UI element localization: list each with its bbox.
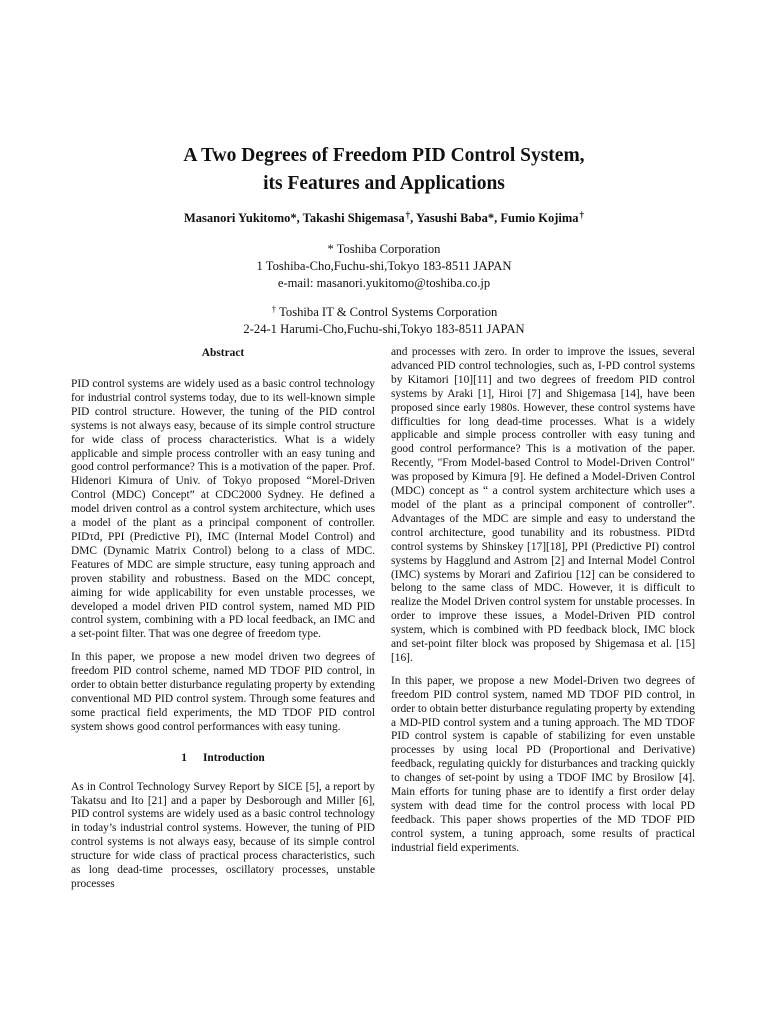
author-separator: , bbox=[410, 211, 416, 225]
section-title: Introduction bbox=[202, 751, 265, 764]
affiliation-address: 2-24-1 Harumi-Cho,Fuchu-shi,Tokyo 183-8511 JAPAN bbox=[243, 322, 525, 336]
right-column bbox=[391, 346, 695, 865]
author-mark: † bbox=[579, 210, 585, 220]
abstract-heading: Abstract bbox=[201, 347, 245, 359]
author-list bbox=[0, 210, 768, 226]
introduction-paragraph-3: In this paper, we propose a new Model-Driven two degrees of freedom PID control system, named MD TDOF PID control, in order to obtain better disturbance regulating property by extending a MD-PID control system and a tuning approach. The MD TDOF PID control system is capable of stabilizing for even unstable processes by using local PD (Proportional and Derivative) feedback, regulating quickly for disturbances and tracking quickly to changes of set-point by using a TDOF IMC by Brosilow [4]. Main efforts for tuning phase are to identify a first order delay system with dead time for the control process with local PD feedback. This paper shows properties of the MD TDOF PID control system, a tuning approach, some results of practical industrial field experiments. bbox=[391, 674, 695, 854]
author-name: Fumio Kojima bbox=[500, 211, 579, 225]
author-name: Masanori Yukitomo bbox=[183, 211, 291, 225]
left-column bbox=[71, 346, 375, 901]
author-separator: , bbox=[494, 211, 501, 225]
affiliation-name-line bbox=[0, 301, 768, 321]
introduction-paragraph-2: and processes with zero. In order to improve the issues, several advanced PID control technologies, such as, I-PD control systems by Kitamori [10][11] and two degrees of freedom PID control systems by Araki [1], Hiroi [7] and Shigemasa [14], have been proposed since early 1980s. However, these control systems have difficulties for long dead-time processes. What is a widely applicable and simple process controller with easy tuning and good control performance? This is a motivation of the paper. Recently, "From Model-based Control to Model-Driven Control" was proposed by Kimura [9]. He defined a Model-Driven Control (MDC) concept as “ a control system architecture which uses a model of the plant as a principal component of controller”. Advantages of the MDC are simple and easy to understand the control architecture, good tunability and its robustness. PIDτd control systems by Shinskey [17][18], PPI (Predictive PI) control systems by Hagglund and Astrom [2] and Internal Model Control (IMC) systems by Morari and Zafiriou [12] can be considered to belong to the same class of MDC. However, it is difficult to realize the Model Driven control system for unstable processes. In order to improve these issues, a Model-Driven PID control system, which is combined with PD feedback block, IMC block and set-point filter block was proposed by Shigemasa et al. [15][16]. bbox=[391, 346, 695, 664]
affiliation-name: Toshiba IT & Control Systems Corporation bbox=[279, 305, 498, 319]
paper-title-line-2: its Features and Applications bbox=[263, 173, 505, 194]
affiliation-mark: † bbox=[271, 304, 277, 314]
author-separator: , bbox=[296, 211, 303, 225]
introduction-paragraph-1: As in Control Technology Survey Report by SICE [5], a report by Takatsu and Ito [21] and a paper by Desborough and Miller [6], PID control systems are widely used as a basic control technology in today’s industrial control systems. However, the tuning of PID control systems is not always easy, because of its simple control structure for wide class of practical process characteristics, such as long dead-time processes, oscillatory processes, unstable processes bbox=[71, 780, 375, 890]
author-name: Takashi Shigemasa bbox=[302, 211, 405, 225]
affiliation-name: * Toshiba Corporation bbox=[327, 242, 441, 256]
section-number: 1 bbox=[181, 751, 187, 764]
paper-title-line-1: A Two Degrees of Freedom PID Control System, bbox=[183, 145, 585, 166]
author-name: Yasushi Baba bbox=[415, 211, 488, 225]
affiliation-address: 1 Toshiba-Cho,Fuchu-shi,Tokyo 183-8511 JAPAN bbox=[256, 259, 512, 273]
paper-title bbox=[0, 142, 768, 198]
author-mark: * bbox=[290, 211, 297, 225]
introduction-heading bbox=[71, 751, 375, 765]
author-mark: † bbox=[405, 210, 411, 220]
affiliation-toshiba-it bbox=[0, 301, 768, 338]
author-mark: * bbox=[487, 211, 495, 225]
abstract-paragraph-1: PID control systems are widely used as a basic control technology for industrial control systems today, due to its well-known simple PID control structure. However, the tuning of the PID control systems is not always easy, because of its simple control structure for wide class of process characteristics. What is a widely applicable and simple process controller with an easy tuning and good control performance? This is a motivation of the paper. Prof. Hidenori Kimura of Univ. of Tokyo proposed “Morel-Driven Control (MDC) Concept” at CDC2000 Sydney. He defined a model driven control as a control system architecture, which uses a model of the plant as a principal component of controller. PIDτd, PPI (Predictive PI), IMC (Internal Model Control) and DMC (Dynamic Matrix Control) belong to a class of MDC. Features of MDC are simple structure, easy tuning approach and proven stability and robustness. Based on the MDC concept, aiming for wide applicability for even unstable processes, we developed a model driven PID control system, named MD PID control system, combining with a PD local feedback, an IMC and a set-point filter. That was one degree of freedom type. bbox=[71, 378, 375, 641]
affiliation-email: e-mail: masanori.yukitomo@toshiba.co.jp bbox=[277, 276, 491, 290]
abstract-paragraph-2: In this paper, we propose a new model driven two degrees of freedom PID control scheme, named MD TDOF PID control, in order to obtain better disturbance regulating property by extending conventional MD PID control system. Through some features and some practical field experiments, the MD TDOF PID control system shows good control performances with easy tuning. bbox=[71, 651, 375, 733]
affiliation-toshiba bbox=[0, 241, 768, 292]
